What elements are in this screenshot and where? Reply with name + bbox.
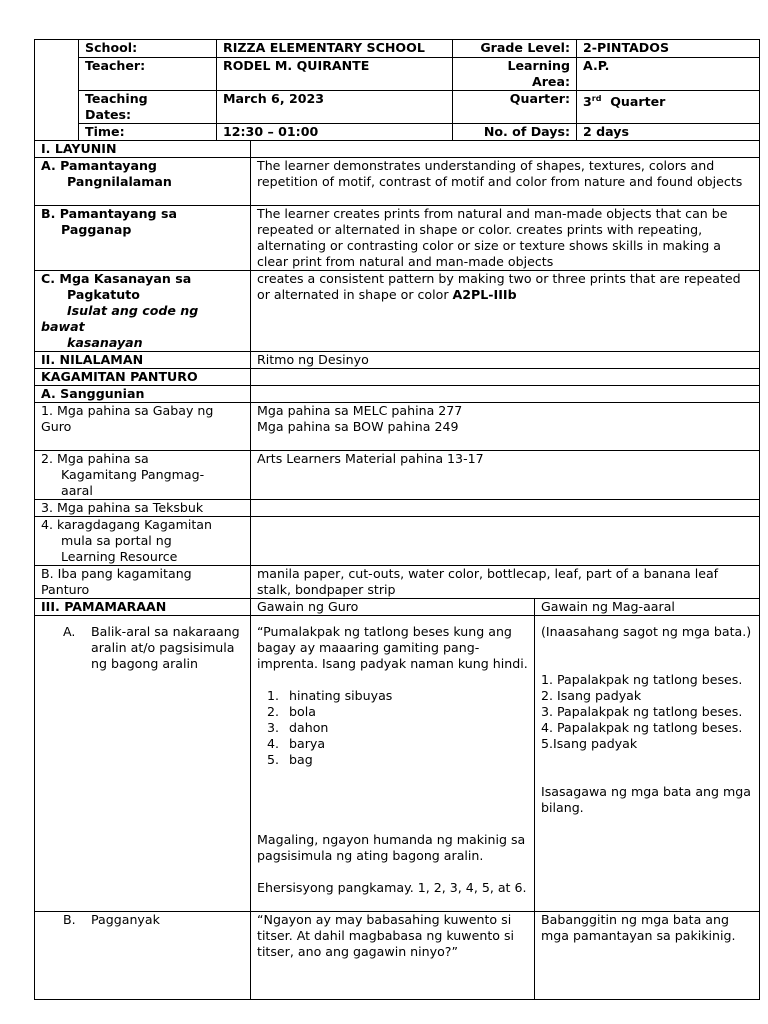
teaching-dates-label (79, 91, 217, 124)
expected-answer-item: 1. Papalakpak ng tatlong beses. (541, 672, 743, 687)
layunin-title: I. LAYUNIN (35, 141, 251, 158)
quarter-word: Quarter (610, 94, 666, 110)
label-line: mula sa portal ng (61, 533, 172, 548)
teaching-dates-label-line1: Teaching (85, 91, 148, 106)
nilalaman-title: II. NILALAMAN (35, 352, 251, 369)
guro-transition-text: Magaling, ngayon humanda ng makinig sa pagsisimula ng ating bagong aralin. (257, 832, 526, 863)
expected-answer-item: 5.Isang padyak (541, 736, 638, 751)
teksbuk-label: 3. Mga pahina sa Teksbuk (35, 500, 251, 517)
pamantayang-pangnilalaman-label (35, 158, 251, 206)
guro-instruction: “Pumalakpak ng tatlong beses kung ang bagay ay maaaring gamiting pang-imprenta. Isang padyak naman kung hindi. (257, 624, 528, 671)
pamantayang-pangnilalaman-text: The learner demonstrates understanding of shapes, textures, colors and repetition of motif, contrast of motif and color from nature and found objects (251, 158, 760, 206)
pamamaraan-title: III. PAMAMARAAN (35, 599, 251, 616)
guro-list-item: 3. dahon (283, 720, 528, 736)
sanggunian-empty (251, 386, 760, 403)
learning-area-value: A.P. (577, 58, 760, 91)
learning-area-label-line1: Learning (507, 58, 570, 73)
expected-answer-item: 2. Isang padyak (541, 688, 642, 703)
kagamitan-empty (251, 369, 760, 386)
label-line: Pagganap (61, 222, 132, 237)
mag-aaral-action-text: Isasagawa ng mga bata ang mga bilang. (541, 784, 752, 815)
header-table (34, 39, 760, 141)
header-blank-cell (35, 124, 79, 141)
label-line: 2. Mga pahina sa (41, 451, 149, 466)
time-label: Time: (79, 124, 217, 141)
nilalaman-text: Ritmo ng Desinyo (251, 352, 760, 369)
label-line: kasanayan (67, 335, 143, 350)
pagganyak-text: Pagganyak (91, 912, 160, 927)
expected-answer-item: 3. Papalakpak ng tatlong beses. (541, 704, 743, 719)
kasanayan-text-body: creates a consistent pattern by making two or three prints that are repeated or alternated in shape or color (257, 271, 741, 302)
label-line: B. Iba pang kagamitang (41, 566, 192, 581)
gabay-guro-label: 1. Mga pahina sa Gabay ng Guro (35, 403, 251, 451)
grade-level-label: Grade Level: (453, 40, 577, 58)
label-line: Kagamitang Pangmag- (61, 467, 205, 482)
label-line: A. Pamantayang (41, 158, 157, 173)
header-blank-cell (35, 40, 79, 58)
expected-answer-item: 4. Papalakpak ng tatlong beses. (541, 720, 743, 735)
label-line: C. Mga Kasanayan sa (41, 271, 192, 286)
main-table (34, 140, 760, 1000)
teaching-dates-label-line2: Dates: (85, 107, 132, 122)
days-label: No. of Days: (453, 124, 577, 141)
iba-pang-kagamitan-text: manila paper, cut-outs, water color, bottlecap, leaf, part of a banana leaf stalk, bondpaper strip (251, 566, 760, 599)
kasanayan-text (251, 271, 760, 352)
reference-line: Mga pahina sa BOW pahina 249 (257, 419, 459, 434)
label-line: Panturo (41, 582, 90, 597)
label-line: aaral (61, 483, 93, 498)
label-line: Isulat ang code ng (67, 303, 199, 318)
iba-pang-kagamitan-label (35, 566, 251, 599)
pagganyak-label (35, 912, 251, 1000)
quarter-suffix: rd (591, 94, 602, 103)
grade-level-value: 2-PINTADOS (577, 40, 760, 58)
days-value: 2 days (577, 124, 760, 141)
balik-aral-mag-aaral (535, 616, 760, 912)
learning-area-label-line2: Area: (531, 74, 570, 89)
pagganyak-letter: B. (63, 912, 76, 927)
quarter-number: 3 (583, 94, 592, 110)
layunin-title-empty (251, 141, 760, 158)
teacher-label: Teacher: (79, 58, 217, 91)
school-label: School: (79, 40, 217, 58)
label-line: bawat (41, 319, 85, 334)
gawain-guro-header: Gawain ng Guro (251, 599, 535, 616)
sanggunian-label: A. Sanggunian (35, 386, 251, 403)
gabay-guro-text (251, 403, 760, 451)
label-line: Pagkatuto (67, 287, 140, 302)
label-line: 4. karagdagang Kagamitan (41, 517, 212, 532)
expected-answer-list (541, 672, 753, 752)
gawain-mag-aaral-header: Gawain ng Mag-aaral (535, 599, 760, 616)
time-value: 12:30 – 01:00 (217, 124, 453, 141)
reference-line: Mga pahina sa MELC pahina 277 (257, 403, 463, 418)
lesson-plan-page (34, 39, 759, 1000)
teacher-value: RODEL M. QUIRANTE (217, 58, 453, 91)
expected-answer-intro: (Inaasahang sagot ng mga bata.) (541, 624, 752, 639)
guro-list-item: 5. bag (283, 752, 528, 768)
balik-aral-text: Balik-aral sa nakaraang aralin at/o pagsisimula ng bagong aralin (91, 624, 240, 671)
learning-area-label (453, 58, 577, 91)
pamantayang-pagganap-text: The learner creates prints from natural and man-made objects that can be repeated or alternated in shape or color. creates prints with repeating, alternating or contrasting color or size or texture shows skills in making a clear print from natural and man-made objects (251, 206, 760, 271)
teksbuk-empty (251, 500, 760, 517)
pamantayang-pagganap-label (35, 206, 251, 271)
quarter-value (577, 91, 760, 124)
guro-list-item: 2. bola (283, 704, 528, 720)
guro-list-item: 1. hinating sibuyas (283, 688, 528, 704)
header-blank-cell (35, 58, 79, 91)
teaching-date-value: March 6, 2023 (217, 91, 453, 124)
kasanayan-code: A2PL-IIIb (452, 287, 517, 302)
karagdagang-kagamitan-label (35, 517, 251, 566)
balik-aral-label (35, 616, 251, 912)
guro-exercise-text: Ehersisyong pangkamay. 1, 2, 3, 4, 5, at 6. (257, 880, 527, 895)
kagamitang-pangmag-aaral-text: Arts Learners Material pahina 13-17 (251, 451, 760, 500)
header-blank-cell (35, 91, 79, 124)
balik-aral-guro (251, 616, 535, 912)
karagdagang-kagamitan-empty (251, 517, 760, 566)
guro-item-list (257, 688, 528, 768)
kasanayan-label (35, 271, 251, 352)
quarter-label: Quarter: (453, 91, 577, 124)
kagamitan-title: KAGAMITAN PANTURO (35, 369, 251, 386)
pagganyak-guro: “Ngayon ay may babasahing kuwento si titser. At dahil magbabasa ng kuwento si titser, ano ang gagawin ninyo?” (251, 912, 535, 1000)
school-value: RIZZA ELEMENTARY SCHOOL (217, 40, 453, 58)
kagamitang-pangmag-aaral-label (35, 451, 251, 500)
guro-list-item: 4. barya (283, 736, 528, 752)
label-line: B. Pamantayang sa (41, 206, 177, 221)
label-line: Pangnilalaman (67, 174, 172, 189)
label-line: Learning Resource (61, 549, 178, 564)
pagganyak-mag-aaral: Babanggitin ng mga bata ang mga pamantayan sa pakikinig. (535, 912, 760, 1000)
balik-aral-letter: A. (63, 624, 76, 639)
